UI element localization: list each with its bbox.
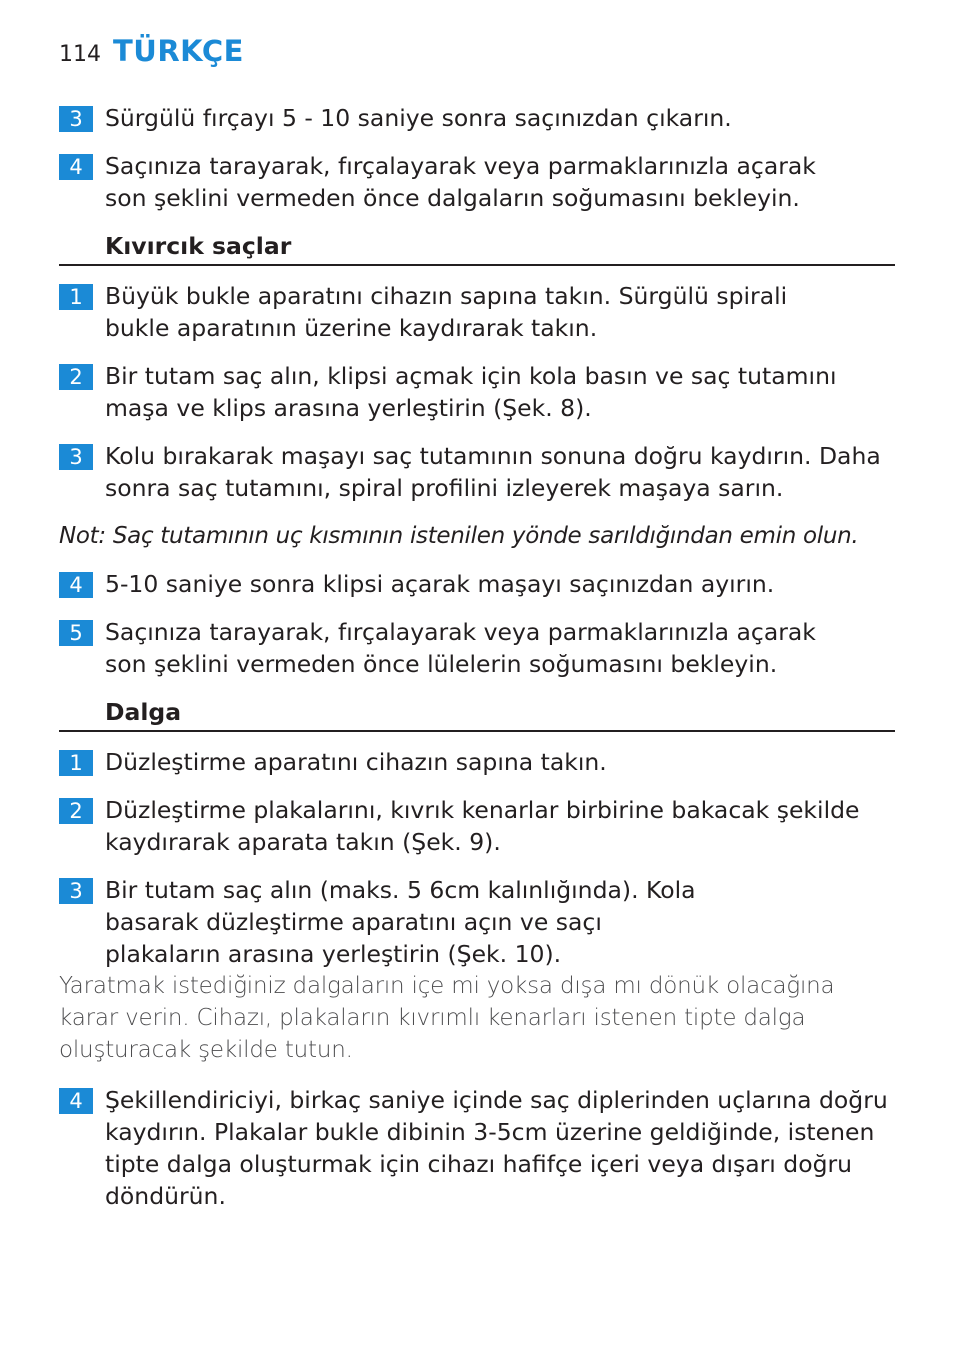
section-title: Kıvırcık saçlar — [105, 232, 292, 260]
section-heading-wave — [59, 696, 895, 732]
page-header — [59, 34, 244, 68]
step-item — [59, 440, 895, 504]
step-number-badge: 4 — [59, 572, 93, 598]
step-text: 5-10 saniye sonra klipsi açarak maşayı saçınızdan ayırın. — [105, 570, 775, 598]
step-text: Büyük bukle aparatını cihazın sapına takın. Sürgülü spirali bukle aparatının üzerine kaydırarak takın. — [105, 282, 788, 342]
step-item — [59, 794, 895, 858]
step-item — [59, 280, 895, 344]
step-number-badge: 3 — [59, 878, 93, 904]
step-item — [59, 616, 895, 680]
step-text: Düzleştirme aparatını cihazın sapına takın. — [105, 748, 607, 776]
step-number-badge: 3 — [59, 106, 93, 132]
step-text: Kolu bırakarak maşayı saç tutamının sonuna doğru kaydırın. Daha sonra saç tutamını, spiral profilini izleyerek maşaya sarın. — [105, 442, 881, 502]
step-number-badge: 4 — [59, 1088, 93, 1114]
step-number-badge: 4 — [59, 154, 93, 180]
language-title: TÜRKÇE — [113, 34, 244, 68]
step-number-badge: 1 — [59, 750, 93, 776]
step-item — [59, 746, 895, 778]
step-item — [59, 568, 895, 600]
page-number: 114 — [59, 42, 101, 67]
step-item — [59, 150, 895, 214]
step-item — [59, 1084, 895, 1212]
step-item — [59, 874, 895, 970]
section-heading-curly — [59, 230, 895, 266]
step-number-badge: 5 — [59, 620, 93, 646]
step-number-badge: 2 — [59, 798, 93, 824]
step-text: Bir tutam saç alın (maks. 5 6cm kalınlığında). Kola basarak düzleştirme aparatını açın ve saçı plakaların arasına yerleştirin (Şek. 10). — [105, 876, 696, 968]
step-number-badge: 2 — [59, 364, 93, 390]
step-text: Bir tutam saç alın, klipsi açmak için kola basın ve saç tutamını maşa ve klips arasına yerleştirin (Şek. 8). — [105, 362, 837, 422]
step-item — [59, 102, 895, 134]
step-text: Şekillendiriciyi, birkaç saniye içinde saç diplerinden uçlarına doğru kaydırın. Plakalar bukle dibinin 3-5cm üzerine geldiğinde, istenen tipte dalga oluşturmak için cihazı hafifçe içeri veya dışarı doğru döndürün. — [105, 1086, 888, 1210]
step-text: Saçınıza tarayarak, fırçalayarak veya parmaklarınızla açarak son şeklini vermeden önce lülelerin soğumasını bekleyin. — [105, 618, 816, 678]
section-title: Dalga — [105, 698, 182, 726]
step-number-badge: 3 — [59, 444, 93, 470]
step-item — [59, 360, 895, 424]
step-text: Sürgülü fırçayı 5 - 10 saniye sonra saçınızdan çıkarın. — [105, 104, 732, 132]
paragraph-text: Yaratmak istediğiniz dalgaların içe mi yoksa dışa mı dönük olacağına karar verin. Cihazı, plakaların kıvrımlı kenarları istenen tipte dalga oluşturacak şekilde tutun. — [59, 973, 835, 1063]
step-text: Saçınıza tarayarak, fırçalayarak veya parmaklarınızla açarak son şeklini vermeden önce dalgaların soğumasını bekleyin. — [105, 152, 816, 212]
step-text: Düzleştirme plakalarını, kıvrık kenarlar birbirine bakacak şekilde kaydırarak aparata takın (Şek. 9). — [105, 796, 860, 856]
page-content — [59, 102, 895, 1228]
step-number-badge: 1 — [59, 284, 93, 310]
note-text: Not: Saç tutamının uç kısmının istenilen yönde sarıldığından emin olun. — [59, 523, 859, 549]
